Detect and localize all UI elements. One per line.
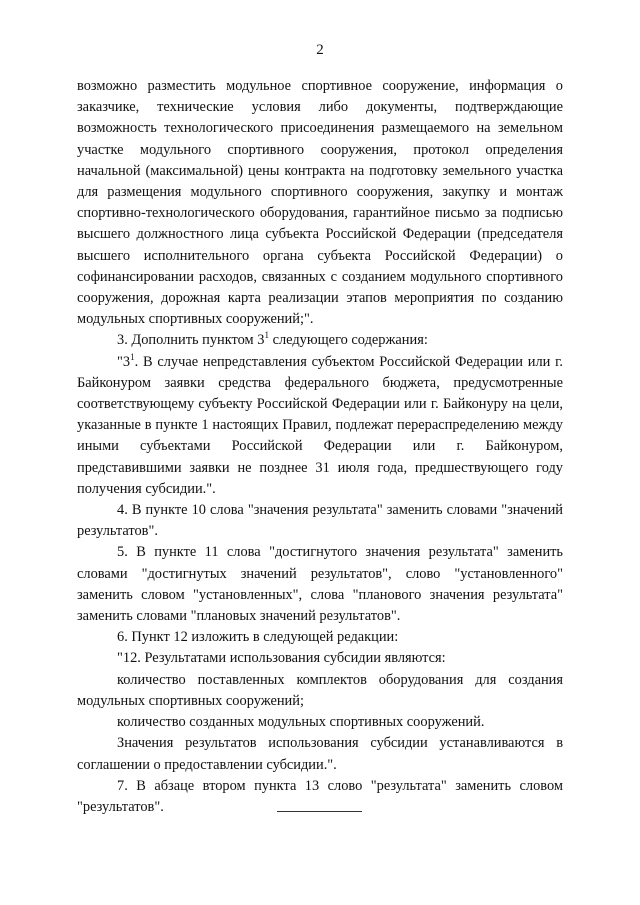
paragraph-result-values: Значения результатов использования субсидии устанавливаются в соглашении о предоставлении субсидии.". — [77, 735, 563, 773]
paragraph-item-7: 7. В абзаце втором пункта 13 слово "результата" заменить словом "результатов". — [77, 777, 563, 815]
paragraph-item-3-text: 3. Дополнить пунктом 3 — [117, 332, 265, 349]
paragraph-item-5: 5. В пункте 11 слова "достигнутого значения результата" заменить словами "достигнутых значений результатов", слово "установленного" заменить словом "установленных", слова "планового значения результата" заменить словами "плановых значений результатов". — [77, 544, 563, 625]
paragraph-item-3 — [77, 330, 563, 351]
paragraph-continuation: возможно разместить модульное спортивное сооружение, информация о заказчике, технические условия либо документы, подтверждающие возможность технологического присоединения размещаемого на земельном участке модульного спортивного сооружения, протокол определения начальной (максимальной) цены контракта на подготовку земельного участка для размещения модульного спортивного сооружения, закупку и монтаж спортивно-технологического оборудования, гарантийное письмо за подписью высшего должностного лица субъекта Российской Федерации (председателя высшего исполнительного органа субъекта Российской Федерации) о софинансировании расходов, связанных с созданием модульного спортивного сооружения, дорожная карта реализации этапов мероприятия по созданию модульных спортивных сооружений;". — [77, 78, 563, 328]
superscript: 1 — [264, 330, 269, 341]
paragraph-item-4: 4. В пункте 10 слова "значения результата" заменить словами "значений результатов". — [77, 502, 563, 540]
page-number: 2 — [316, 42, 324, 58]
paragraph-item-3-text-end: следующего содержания: — [268, 332, 428, 349]
document-body — [77, 76, 563, 818]
paragraph-result-facilities: количество созданных модульных спортивных сооружений. — [117, 714, 485, 731]
paragraph-item-3-1-text: . В случае непредставления субъектом Российской Федерации или г. Байконуром заявки средства федерального бюджета, предусмотренные соответствующему субъекту Российской Федерации или г. Байконуру на цели, указанные в пункте 1 настоящих Правил, подлежат перераспределению между иными субъектами Российской Федерации или г. Байконуром, представившими заявки не позднее 31 июля года, предшествующего году получения субсидии.". — [77, 353, 563, 497]
paragraph-item-3-1-start: "3 — [117, 353, 131, 370]
paragraph-result-equipment: количество поставленных комплектов оборудования для создания модульных спортивных сооружений; — [77, 671, 563, 709]
end-divider — [277, 811, 362, 812]
superscript: 1 — [130, 351, 135, 362]
paragraph-item-3-1 — [77, 352, 563, 500]
paragraph-item-12-heading: "12. Результатами использования субсидии являются: — [117, 650, 446, 667]
paragraph-item-6: 6. Пункт 12 изложить в следующей редакции: — [117, 629, 399, 646]
